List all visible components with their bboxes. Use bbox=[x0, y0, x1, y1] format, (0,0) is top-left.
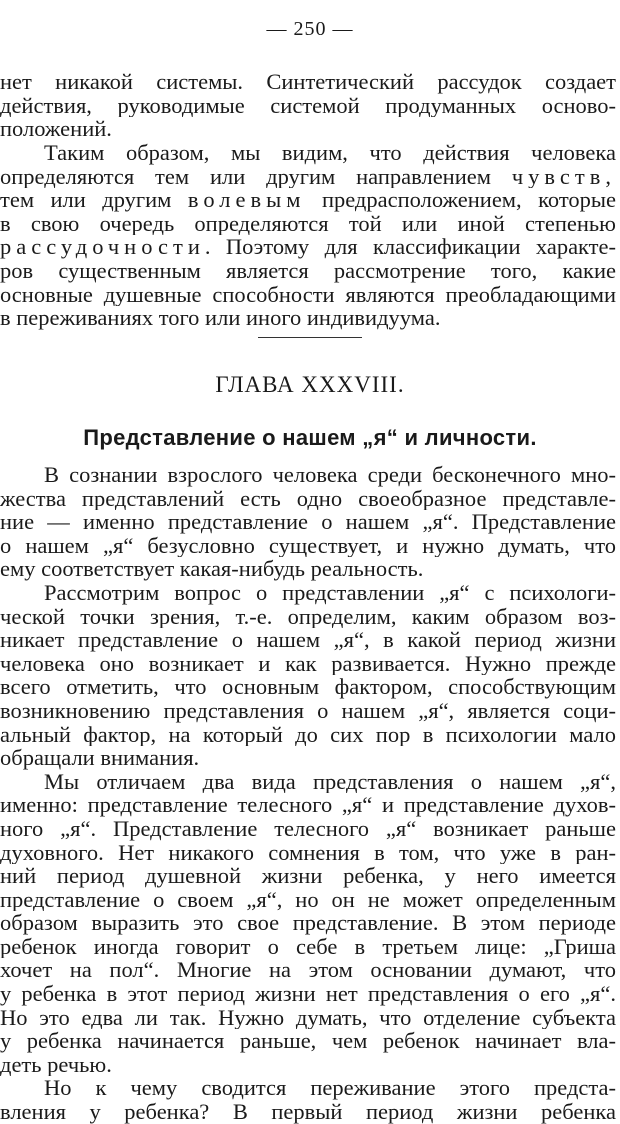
text-line: всего отметить, что основным фактором, способствующим bbox=[0, 675, 616, 699]
text-line: никает представление о нашем „я“, в какой период жизни bbox=[0, 628, 616, 652]
text-line: Мы отличаем два вида представления о нашем „я“, bbox=[44, 769, 616, 794]
text-line: ров существенным является рассмотрение того, какие bbox=[0, 258, 616, 283]
text-line: ний период душевной жизни ребенка, у него имеется bbox=[0, 864, 616, 888]
text-line: Таким образом, мы видим, что действия человека bbox=[44, 141, 616, 165]
text-line: вления у ребенка? В первый период жизни ребенка bbox=[0, 1100, 616, 1124]
text-line: ему соответствует какая-нибудь реальность. bbox=[0, 557, 424, 581]
text-line: духовного. Нет никакого сомнения в том, что уже в ран- bbox=[0, 840, 616, 865]
text-line bbox=[0, 188, 616, 212]
text-line: положений. bbox=[0, 117, 112, 141]
emphasized-word: рассудочности bbox=[0, 235, 205, 259]
text-line: основные душевные способности являются преобладающими bbox=[0, 282, 616, 307]
text-line: у ребенка начинается раньше, чем ребенок начинает вла- bbox=[0, 1029, 616, 1053]
text-line bbox=[0, 165, 616, 189]
text-line: Но к чему сводится переживание этого предста- bbox=[44, 1076, 616, 1101]
text-line: обращали внимания. bbox=[0, 746, 200, 770]
chapter-title: ГЛАВА XXXVIII. bbox=[215, 372, 405, 397]
text-line bbox=[0, 235, 616, 259]
section-divider bbox=[258, 337, 362, 338]
text-line: Рассмотрим вопрос о представлении „я“ с психологи- bbox=[44, 580, 616, 605]
paragraph-summary bbox=[0, 141, 616, 330]
text-line: В сознании взрослого человека среди бесконечного мно- bbox=[44, 463, 616, 487]
text-line: Но это едва ли так. Нужно думать, что отделение субъекта bbox=[0, 1005, 616, 1030]
text-fragment: предрасположением, которые bbox=[305, 188, 616, 212]
emphasized-word: волевым bbox=[187, 188, 306, 212]
text-line: образом выразить это свое представление. В этом периоде bbox=[0, 911, 616, 935]
chapter-heading: Представление о нашем „я“ и личности. bbox=[83, 425, 537, 450]
text-line: ческой точки зрения, т.-е. определим, каким образом воз- bbox=[0, 604, 616, 629]
text-line: в свою очередь определяются той или иной степенью bbox=[0, 211, 616, 236]
text-line: в переживаниях того или иного индивидуума. bbox=[0, 306, 441, 330]
page-number: — 250 — bbox=[266, 18, 354, 40]
text-line: ребенок иногда говорит о себе в третьем лице: „Гриша bbox=[0, 934, 616, 959]
chapter-body bbox=[0, 463, 616, 1124]
emphasized-word: чувств, bbox=[511, 164, 616, 189]
text-line: представление о своем „я“, но он не может определенным bbox=[0, 887, 616, 912]
text-line: о нашем „я“ безусловно существует, и нужно думать, что bbox=[0, 533, 616, 558]
text-fragment: тем или другим bbox=[0, 188, 172, 212]
text-line: человека оно возникает и как развивается. Нужно прежде bbox=[0, 651, 616, 676]
text-line: нет никакой системы. Синтетический рассудок создает bbox=[0, 70, 616, 94]
paragraph-continuation bbox=[0, 70, 616, 141]
text-line: альный фактор, на который до сих пор в психологии мало bbox=[0, 722, 616, 747]
text-line: возникновению представления о нашем „я“, является соци- bbox=[0, 698, 616, 723]
text-line: деть речью. bbox=[0, 1052, 112, 1077]
text-fragment: определяются тем или другим направлением bbox=[0, 164, 491, 189]
text-line: ного „я“. Представление телесного „я“ возникает раньше bbox=[0, 816, 616, 841]
text-line: ние — именно представление о нашем „я“. Представление bbox=[0, 510, 616, 534]
text-fragment: . Поэтому для классификации характе- bbox=[204, 235, 616, 259]
text-line: жества представлений есть одно своеобразное представле- bbox=[0, 486, 616, 511]
text-line: хочет на пол“. Многие на этом основании думают, что bbox=[0, 958, 616, 983]
text-line: действия, руководимые системой продуманных осново- bbox=[0, 93, 616, 118]
text-line: у ребенка в этот период жизни нет представления о его „я“. bbox=[0, 982, 616, 1006]
text-line: именно: представление телесного „я“ и представление духов- bbox=[0, 793, 616, 817]
